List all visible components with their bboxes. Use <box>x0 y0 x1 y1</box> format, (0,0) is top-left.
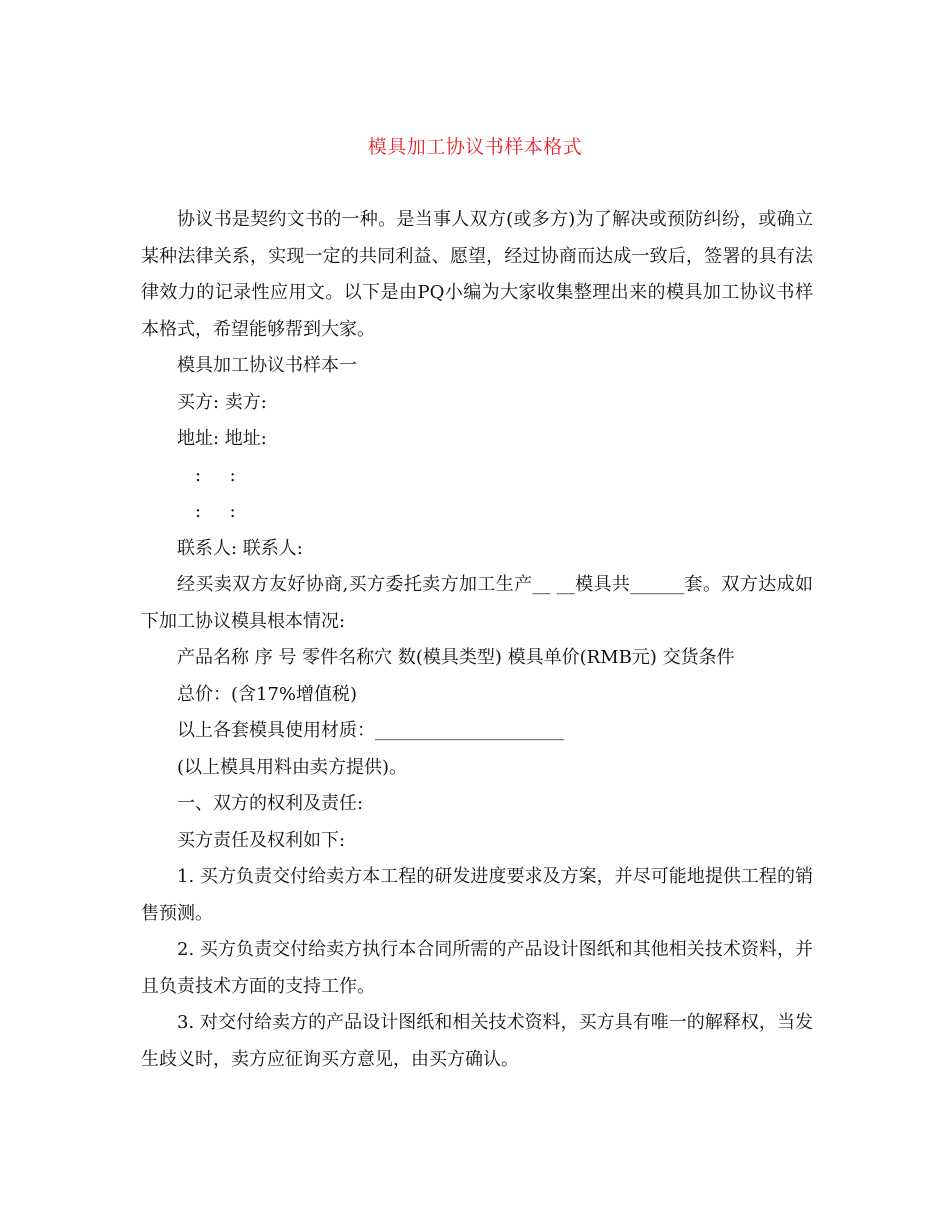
blank-field-line: : : <box>195 501 236 522</box>
sample-heading: 模具加工协议书样本一 <box>177 355 357 376</box>
material-line: 以上各套模具使用材质：_____________________ <box>177 720 564 741</box>
material-note-line: (以上模具用料由卖方提供)。 <box>177 756 408 778</box>
document-title: 模具加工协议书样本格式 <box>367 136 583 158</box>
agreement-paragraph: 经买卖双方友好协商,买方委托卖方加工生产__ __模具共______套。双方达成如下加工协议模具根本情况: <box>141 574 813 632</box>
clause-1: 1. 买方负责交付给卖方本工程的研发进度要求及方案，并尽可能地提供工程的销售预测。 <box>141 866 813 924</box>
clause-2: 2. 买方负责交付给卖方执行本合同所需的产品设计图纸和其他相关技术资料，并且负责技术方面的支持工作。 <box>141 939 813 997</box>
section-heading-rights: 一、双方的权利及责任: <box>177 793 364 814</box>
contact-line: 联系人: 联系人: <box>177 537 303 559</box>
buyer-rights-heading: 买方责任及权利如下: <box>177 829 346 851</box>
intro-paragraph: 协议书是契约文书的一种。是当事人双方(或多方)为了解决或预防纠纷，或确立某种法律关系，实现一定的共同利益、愿望，经过协商而达成一致后，签署的具有法律效力的记录性应用文。以下是由PQ小编为大家收集整理出来的模具加工协议书样本格式，希望能够帮到大家。 <box>141 209 813 340</box>
document-body <box>141 202 813 1078</box>
buyer-seller-line: 买方: 卖方: <box>177 391 267 413</box>
clause-3: 3. 对交付给卖方的产品设计图纸和相关技术资料，买方具有唯一的解释权，当发生歧义时，卖方应征询买方意见，由买方确认。 <box>141 1012 813 1070</box>
address-line: 地址: 地址: <box>177 428 267 449</box>
total-price-line: 总价：(含17%增值税) <box>177 683 358 705</box>
blank-field-line: : : <box>195 464 236 486</box>
table-header-line: 产品名称 序 号 零件名称穴 数(模具类型) 模具单价(RMB元) 交货条件 <box>177 647 735 668</box>
